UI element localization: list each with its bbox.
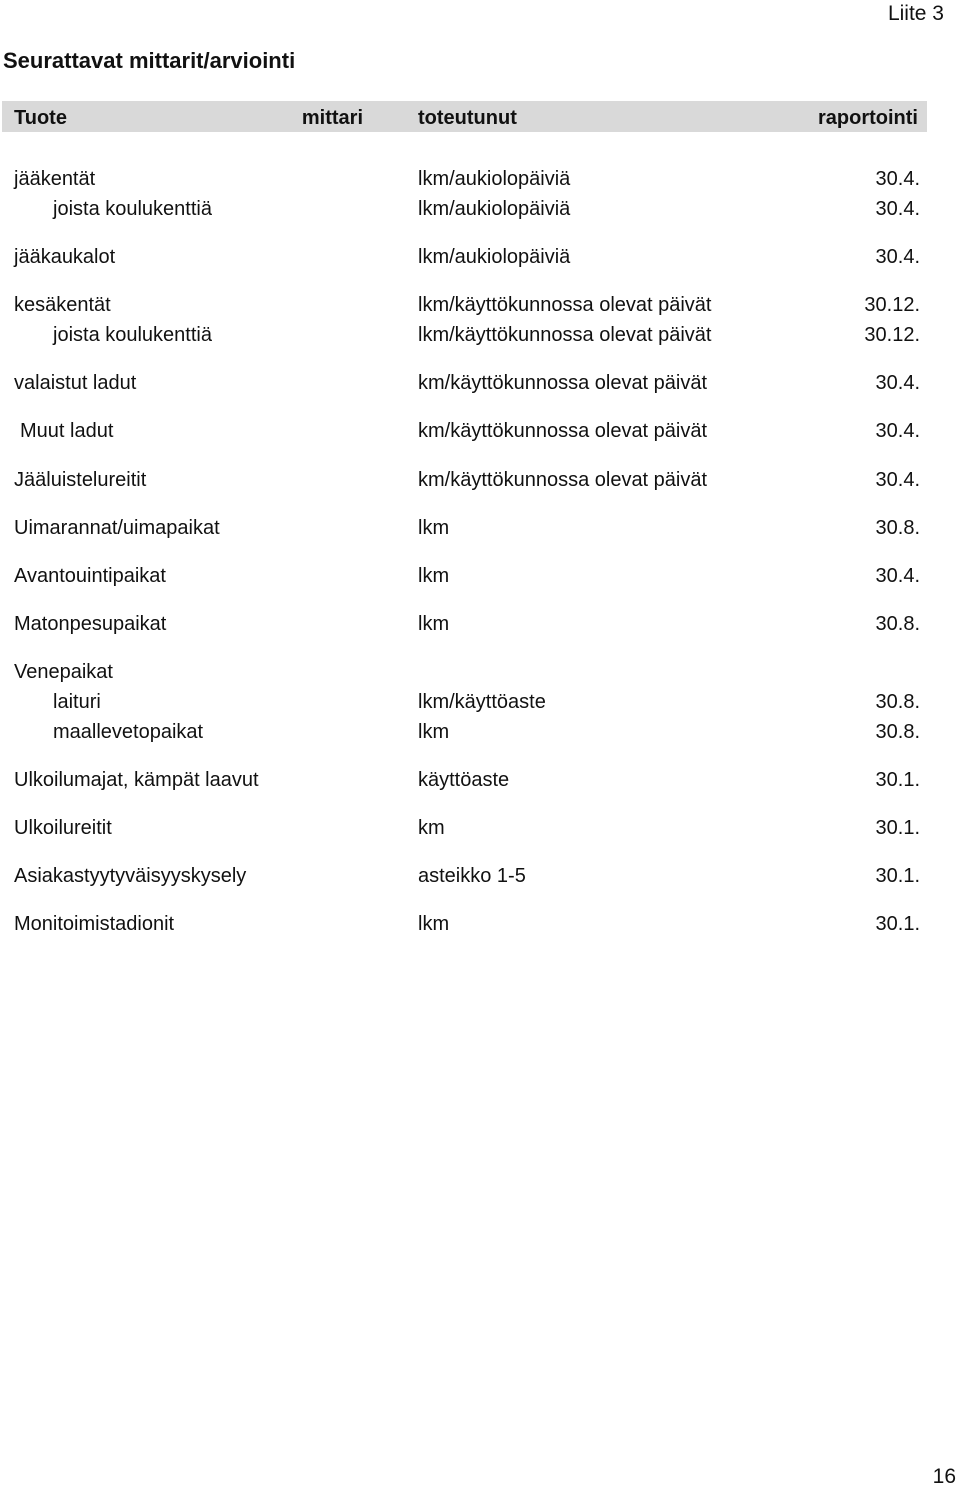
row-item: joista koulukenttiä bbox=[53, 198, 212, 220]
table-row bbox=[0, 613, 960, 643]
row-reporting: 30.4. bbox=[875, 198, 920, 220]
row-metric: lkm bbox=[418, 565, 450, 587]
row-item: Avantouintipaikat bbox=[14, 565, 166, 587]
row-reporting: 30.1. bbox=[875, 769, 920, 791]
table-row bbox=[0, 324, 960, 354]
row-metric: km bbox=[418, 817, 445, 839]
row-metric: lkm/aukiolopäiviä bbox=[418, 168, 571, 190]
row-metric: lkm/käyttökunnossa olevat päivät bbox=[418, 324, 712, 346]
table-row bbox=[0, 721, 960, 751]
header-toteutunut: toteutunut bbox=[418, 107, 517, 129]
row-item: laituri bbox=[53, 691, 101, 713]
row-item: Monitoimistadionit bbox=[14, 913, 175, 935]
table-row bbox=[0, 294, 960, 324]
table-row bbox=[0, 691, 960, 721]
table-row bbox=[0, 913, 960, 943]
row-item: Jääluistelureitit bbox=[14, 469, 147, 491]
table-row bbox=[0, 469, 960, 499]
table-row bbox=[0, 661, 960, 691]
row-reporting: 30.8. bbox=[875, 517, 920, 539]
header-mittari: mittari bbox=[301, 107, 363, 129]
row-metric: lkm bbox=[418, 613, 450, 635]
row-reporting: 30.12. bbox=[864, 294, 920, 316]
row-reporting: 30.4. bbox=[875, 469, 920, 491]
table-row bbox=[0, 168, 960, 198]
header-raportointi: raportointi bbox=[818, 107, 918, 129]
table-row bbox=[0, 865, 960, 895]
row-metric: km/käyttökunnossa olevat päivät bbox=[418, 469, 708, 491]
table-row bbox=[0, 372, 960, 402]
row-item: joista koulukenttiä bbox=[53, 324, 212, 346]
row-reporting: 30.8. bbox=[875, 613, 920, 635]
page-title: Seurattavat mittarit/arviointi bbox=[3, 48, 296, 73]
row-item: valaistut ladut bbox=[14, 372, 137, 394]
row-metric: lkm bbox=[418, 913, 450, 935]
table-row bbox=[0, 769, 960, 799]
table-row bbox=[0, 246, 960, 276]
row-item: Venepaikat bbox=[14, 661, 113, 683]
row-reporting: 30.8. bbox=[875, 721, 920, 743]
row-metric: km/käyttökunnossa olevat päivät bbox=[418, 372, 708, 394]
row-metric: lkm/aukiolopäiviä bbox=[418, 246, 571, 268]
row-reporting: 30.1. bbox=[875, 817, 920, 839]
page-number: 16 bbox=[932, 1465, 956, 1488]
table-row bbox=[0, 517, 960, 547]
table-header bbox=[2, 101, 927, 132]
row-metric: lkm/käyttöaste bbox=[418, 691, 546, 713]
row-item: Asiakastyytyväisyyskysely bbox=[14, 865, 247, 887]
attachment-label: Liite 3 bbox=[887, 2, 944, 25]
table-row bbox=[0, 198, 960, 228]
row-item: jääkaukalot bbox=[14, 246, 116, 268]
table-row bbox=[0, 420, 960, 450]
row-reporting: 30.1. bbox=[875, 913, 920, 935]
row-reporting: 30.4. bbox=[875, 565, 920, 587]
row-metric: lkm bbox=[418, 517, 450, 539]
row-item: maallevetopaikat bbox=[53, 721, 204, 743]
row-item: Muut ladut bbox=[20, 420, 114, 442]
row-item: jääkentät bbox=[14, 168, 96, 190]
table-row bbox=[0, 565, 960, 595]
row-metric: käyttöaste bbox=[418, 769, 510, 791]
row-item: Matonpesupaikat bbox=[14, 613, 167, 635]
row-reporting: 30.8. bbox=[875, 691, 920, 713]
row-reporting: 30.12. bbox=[864, 324, 920, 346]
row-metric: lkm/käyttökunnossa olevat päivät bbox=[418, 294, 712, 316]
row-item: kesäkentät bbox=[14, 294, 111, 316]
row-reporting: 30.4. bbox=[875, 420, 920, 442]
row-reporting: 30.4. bbox=[875, 168, 920, 190]
header-tuote: Tuote bbox=[14, 107, 67, 129]
row-reporting: 30.1. bbox=[875, 865, 920, 887]
row-item: Uimarannat/uimapaikat bbox=[14, 517, 220, 539]
row-item: Ulkoilureitit bbox=[14, 817, 112, 839]
row-metric: lkm bbox=[418, 721, 450, 743]
row-metric: asteikko 1-5 bbox=[418, 865, 526, 887]
row-metric: lkm/aukiolopäiviä bbox=[418, 198, 571, 220]
row-metric: km/käyttökunnossa olevat päivät bbox=[418, 420, 708, 442]
table-row bbox=[0, 817, 960, 847]
row-reporting: 30.4. bbox=[875, 246, 920, 268]
row-item: Ulkoilumajat, kämpät laavut bbox=[14, 769, 259, 791]
row-reporting: 30.4. bbox=[875, 372, 920, 394]
